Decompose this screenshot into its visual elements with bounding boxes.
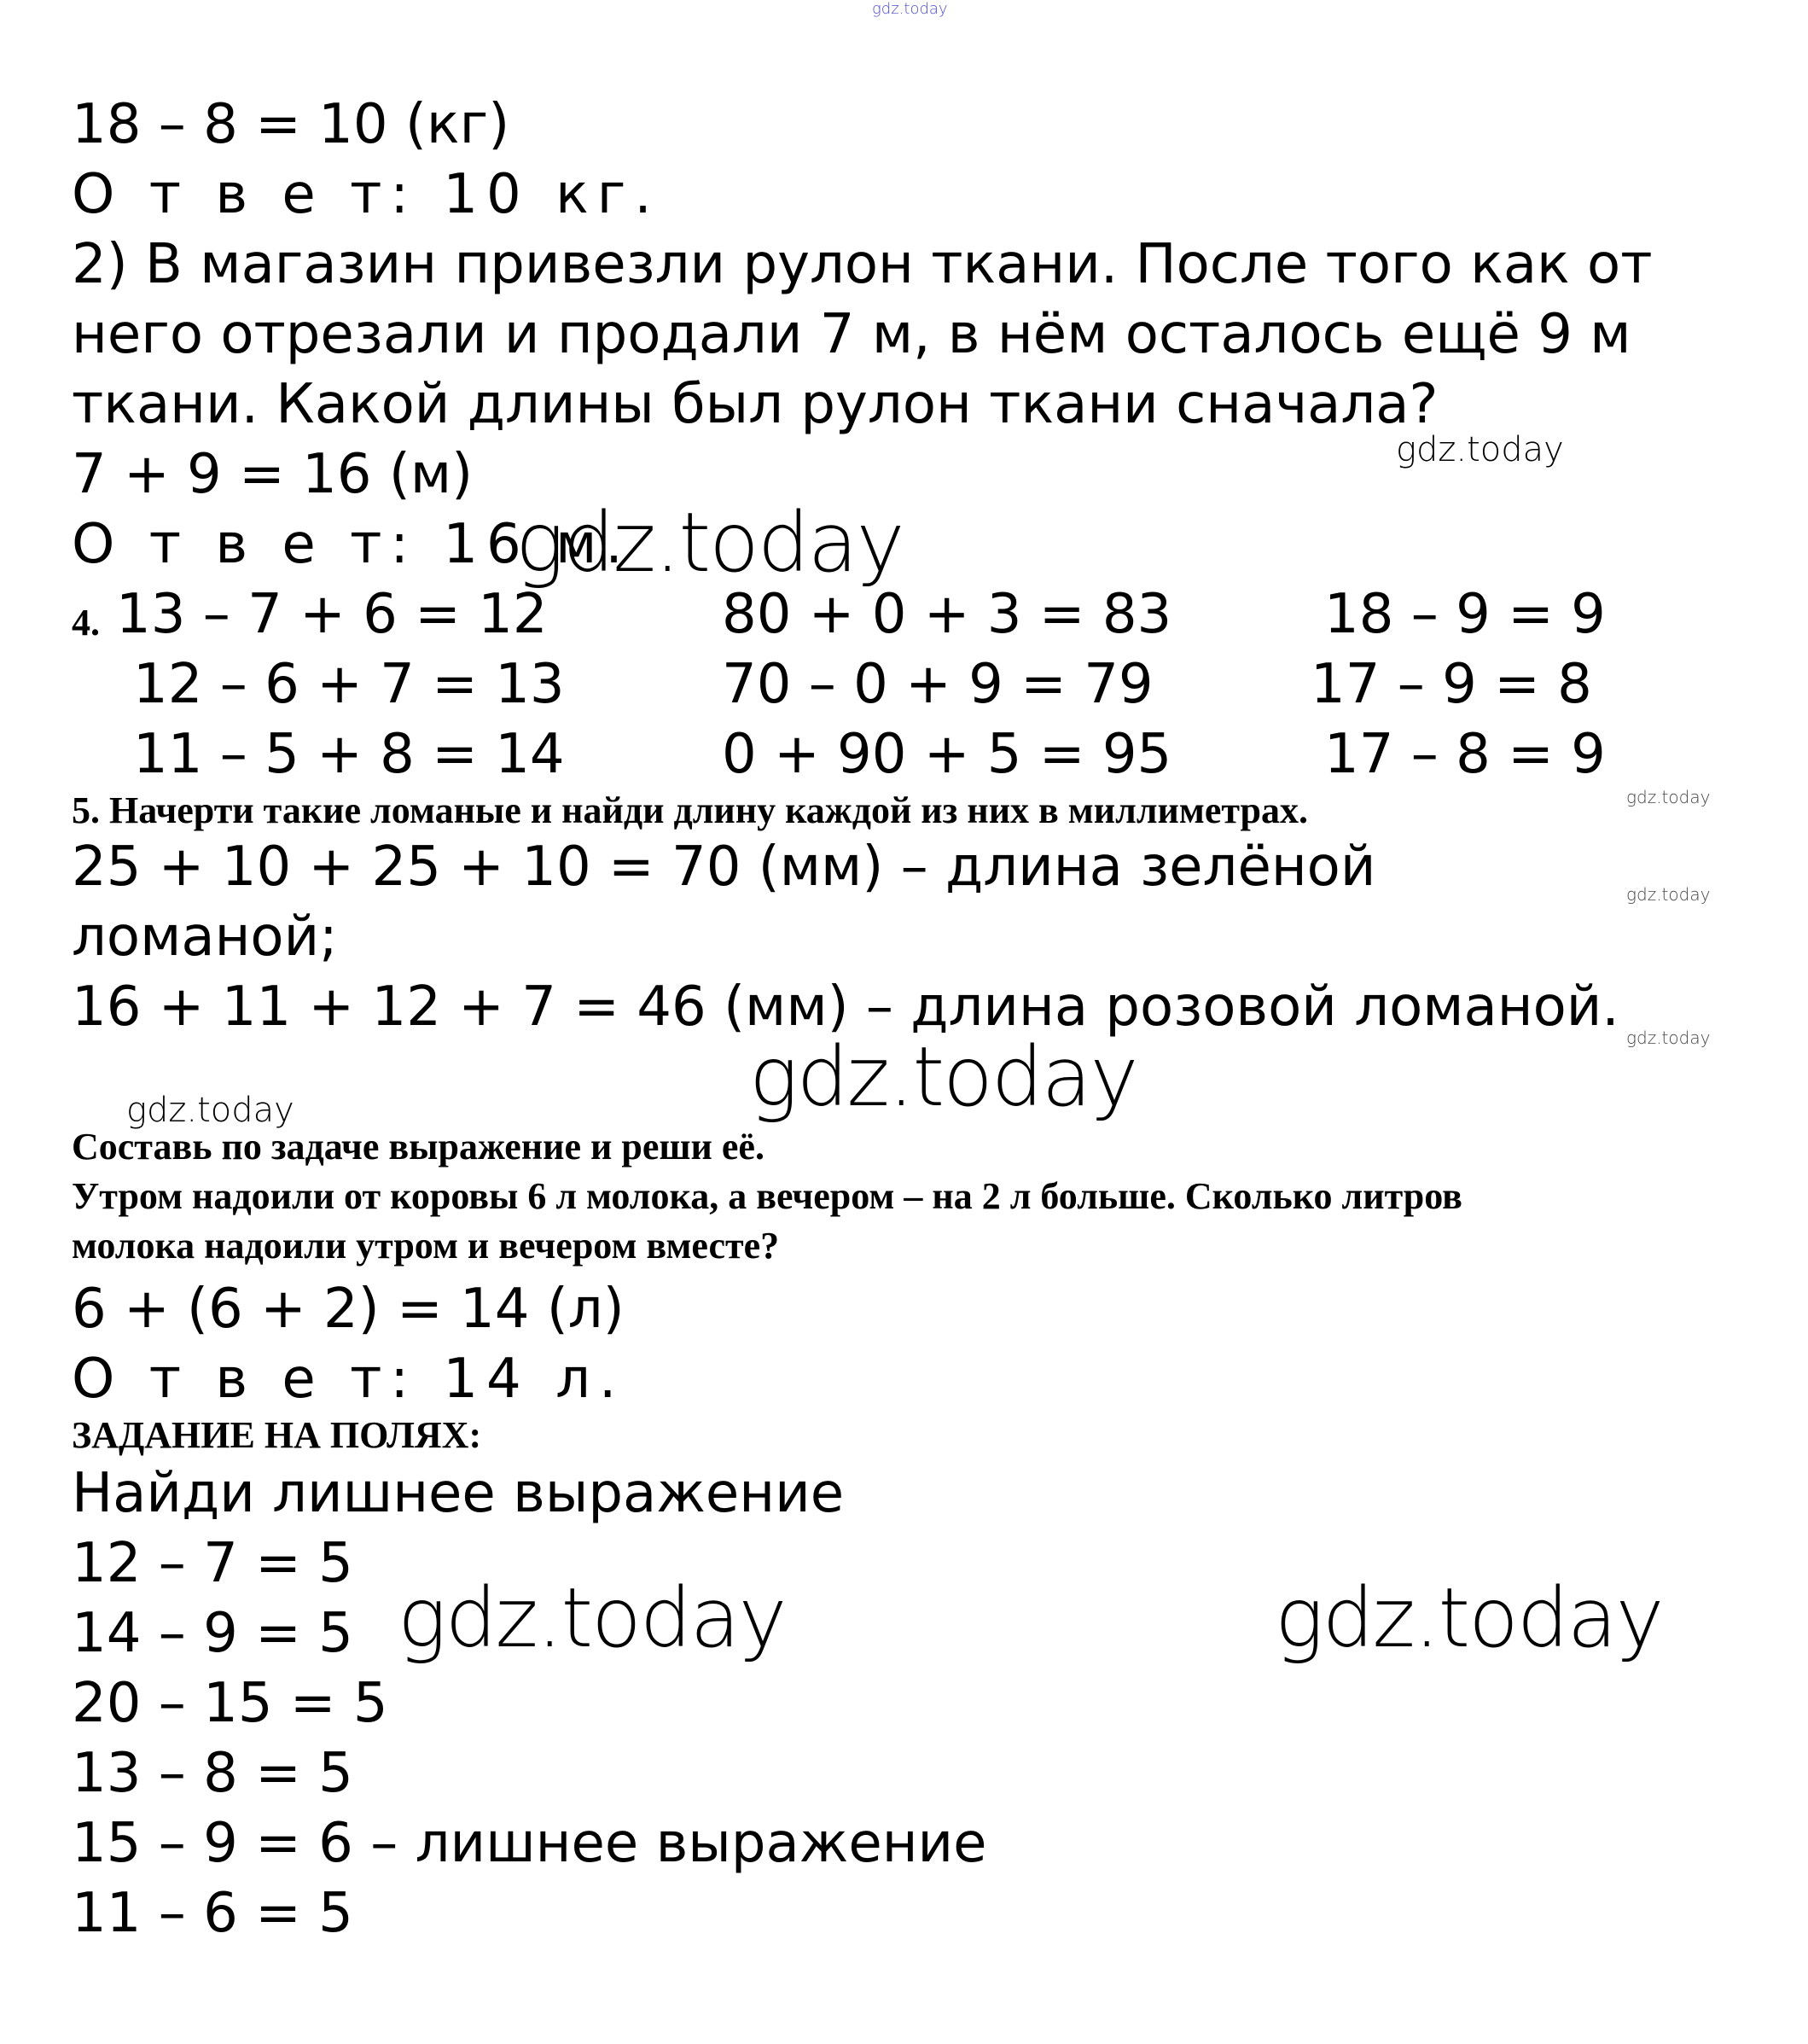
expression: 17 – 9 = 8 bbox=[1311, 653, 1592, 716]
expression: 13 – 7 + 6 = 12 bbox=[116, 583, 548, 646]
watermark: gdz.today bbox=[1626, 787, 1711, 807]
expression: 11 – 5 + 8 = 14 bbox=[133, 723, 565, 786]
solution-line: 25 + 10 + 25 + 10 = 70 (мм) – длина зелёной bbox=[72, 836, 1376, 899]
answer-line: О т в е т: 10 кг. bbox=[72, 163, 660, 226]
problem-text-line: ткани. Какой длины был рулон ткани сначала? bbox=[72, 373, 1439, 436]
expression: 70 – 0 + 9 = 79 bbox=[722, 653, 1154, 716]
expression: 0 + 90 + 5 = 95 bbox=[722, 723, 1172, 786]
solution-line: ломаной; bbox=[72, 906, 338, 969]
expression: 14 – 9 = 5 bbox=[72, 1602, 353, 1665]
expression: 11 – 6 = 5 bbox=[72, 1882, 353, 1945]
watermark-top: gdz.today bbox=[872, 0, 948, 18]
expression: 80 + 0 + 3 = 83 bbox=[722, 583, 1172, 646]
solution-line: 7 + 9 = 16 (м) bbox=[72, 443, 474, 506]
problem-text-line: 2) В магазин привезли рулон ткани. После того как от bbox=[72, 233, 1653, 296]
solution-line: 18 – 8 = 10 (кг) bbox=[72, 93, 510, 156]
expression: 15 – 9 = 6 – лишнее выражение bbox=[72, 1812, 987, 1875]
problem-text-line: него отрезали и продали 7 м, в нём осталось ещё 9 м bbox=[72, 303, 1631, 366]
expression: 18 – 9 = 9 bbox=[1324, 583, 1606, 646]
expression: 13 – 8 = 5 bbox=[72, 1742, 353, 1805]
task-title: Составь по задаче выражение и реши её. bbox=[72, 1126, 764, 1168]
watermark: gdz.today bbox=[515, 495, 904, 591]
watermark: gdz.today bbox=[1396, 430, 1564, 469]
expression: 12 – 6 + 7 = 13 bbox=[133, 653, 565, 716]
answer-line: О т в е т: 14 л. bbox=[72, 1348, 625, 1411]
watermark: gdz.today bbox=[398, 1570, 786, 1666]
problem-text-line: молока надоили утром и вечером вместе? bbox=[72, 1225, 780, 1267]
section-title: ЗАДАНИЕ НА ПОЛЯХ: bbox=[72, 1414, 482, 1456]
problem-text-line: Утром надоили от коровы 6 л молока, а вечером – на 2 л больше. Сколько литров bbox=[72, 1175, 1462, 1217]
expression: 12 – 7 = 5 bbox=[72, 1532, 353, 1595]
task-number: 4. bbox=[72, 602, 100, 643]
task-title: 5. Начерти такие ломаные и найди длину каждой из них в миллиметрах. bbox=[72, 789, 1308, 831]
solution-line: 16 + 11 + 12 + 7 = 46 (мм) – длина розовой ломаной. bbox=[72, 975, 1619, 1039]
watermark: gdz.today bbox=[1626, 884, 1711, 905]
task-prompt: Найди лишнее выражение bbox=[72, 1462, 845, 1525]
watermark: gdz.today bbox=[126, 1091, 294, 1130]
watermark: gdz.today bbox=[1626, 1028, 1711, 1048]
answer-line: О т в е т: 16 м. bbox=[72, 513, 631, 576]
solution-line: 6 + (6 + 2) = 14 (л) bbox=[72, 1278, 625, 1341]
expression: 20 – 15 = 5 bbox=[72, 1672, 388, 1735]
watermark: gdz.today bbox=[1275, 1570, 1663, 1666]
expression: 17 – 8 = 9 bbox=[1324, 723, 1606, 786]
watermark: gdz.today bbox=[749, 1029, 1137, 1125]
